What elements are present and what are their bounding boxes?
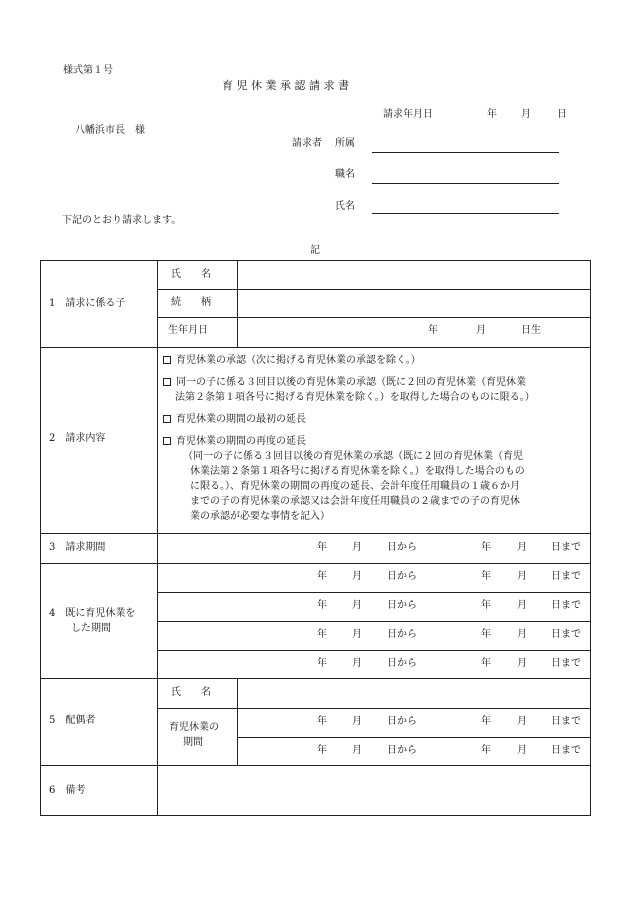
date-unit: 月 <box>352 571 362 582</box>
affiliation-label: 所属 <box>335 138 355 149</box>
note-line: までの子の育児休業の承認又は会計年度任用職員の２歳までの子の育児休 <box>190 496 520 507</box>
table-rule <box>237 737 591 738</box>
request-date-day: 日 <box>557 109 567 120</box>
checkbox[interactable] <box>163 437 171 445</box>
date-unit: 日から <box>387 629 417 640</box>
section-6-label: 6 備考 <box>49 785 86 796</box>
spouse-leave-row[interactable] <box>41 717 591 729</box>
date-unit: 年 <box>317 658 327 669</box>
spouse-leave-label-2: 期間 <box>183 737 203 748</box>
date-unit: 日から <box>387 571 417 582</box>
child-name-label: 氏 名 <box>171 269 211 280</box>
note-line: （同一の子に係る３回目以後の育児休業の承認（既に２回の育児休業（育児 <box>183 451 523 462</box>
table-rule <box>157 650 591 651</box>
date-unit: 日まで <box>551 571 581 582</box>
date-unit: 日まで <box>551 629 581 640</box>
date-unit: 日から <box>387 658 417 669</box>
date-unit: 月 <box>517 542 527 553</box>
date-unit: 月 <box>517 571 527 582</box>
form-title: 育 児 休 業 承 認 請 求 書 <box>222 79 349 92</box>
date-unit: 月 <box>352 629 362 640</box>
date-unit: 年 <box>481 600 491 611</box>
request-period-row[interactable] <box>41 543 591 555</box>
table-rule <box>157 621 591 622</box>
date-unit: 年 <box>481 629 491 640</box>
position-field[interactable] <box>372 183 559 184</box>
child-relation-label: 続 柄 <box>171 297 211 308</box>
date-unit: 年 <box>481 658 491 669</box>
checkbox[interactable] <box>163 378 171 386</box>
date-unit: 年 <box>481 571 491 582</box>
spouse-name-label: 氏 名 <box>171 687 211 698</box>
option-first-extension[interactable]: 育児休業の期間の最初の延長 <box>163 412 306 427</box>
date-unit: 日まで <box>551 600 581 611</box>
section-4-label-2: した期間 <box>71 623 111 634</box>
column-divider <box>157 261 158 816</box>
table-rule <box>41 533 591 534</box>
option-childcare-leave[interactable]: 育児休業の承認（次に掲げる育児休業の承認を除く。） <box>163 353 421 368</box>
date-unit: 月 <box>352 600 362 611</box>
ki-heading: 記 <box>310 245 320 256</box>
position-label: 職名 <box>335 169 355 180</box>
spouse-leave-row[interactable] <box>41 746 591 758</box>
past-leave-row[interactable] <box>41 601 591 613</box>
date-unit: 日まで <box>551 716 581 727</box>
table-rule <box>41 563 591 564</box>
date-unit: 月 <box>352 658 362 669</box>
date-unit: 年 <box>317 600 327 611</box>
date-unit: 年 <box>317 542 327 553</box>
section-4-label-1: 4 既に育児休業を <box>49 608 136 619</box>
date-unit: 月 <box>352 745 362 756</box>
option-third-leave[interactable]: 同一の子に係る３回目以後の育児休業の承認（既に２回の育児休業（育児休業 <box>163 375 526 390</box>
requester-name-label: 氏名 <box>335 201 355 212</box>
date-unit: 日から <box>387 600 417 611</box>
spouse-leave-label-1: 育児休業の <box>169 722 219 733</box>
request-date-month: 月 <box>521 109 531 120</box>
date-unit: 月 <box>352 542 362 553</box>
table-rule <box>157 708 591 709</box>
section-1-label: 1 請求に係る子 <box>49 298 126 309</box>
date-unit: 月 <box>517 658 527 669</box>
note-line: に限る。）、育児休業の期間の再度の延長、会計年度任用職員の１歳６か月 <box>190 481 520 492</box>
date-unit: 年 <box>317 716 327 727</box>
date-unit: 月 <box>517 629 527 640</box>
intro-text: 下記のとおり請求します。 <box>62 215 182 226</box>
note-line: 業の承認が必要な事情を記入） <box>190 511 330 522</box>
date-unit: 月 <box>517 600 527 611</box>
form-number: 様式第１号 <box>63 65 113 76</box>
date-unit: 月 <box>517 745 527 756</box>
birth-year-unit: 年 <box>428 325 438 336</box>
table-rule <box>41 678 591 679</box>
option-third-leave-cont: 法第２条第１項各号に掲げる育児休業を除く。）を取得した場合のものに限る。） <box>175 392 535 403</box>
past-leave-row[interactable] <box>41 630 591 642</box>
birth-day-unit: 日生 <box>521 325 541 336</box>
request-date-year: 年 <box>487 109 497 120</box>
date-unit: 年 <box>481 716 491 727</box>
child-birth-label: 生年月日 <box>168 325 208 336</box>
date-unit: 月 <box>352 716 362 727</box>
date-unit: 日から <box>387 745 417 756</box>
table-rule <box>157 592 591 593</box>
table-rule <box>157 317 591 318</box>
addressee: 八幡浜市長 様 <box>75 125 145 136</box>
section-3-label: 3 請求期間 <box>49 542 106 553</box>
date-unit: 日まで <box>551 658 581 669</box>
sublabel-divider-1 <box>237 261 238 347</box>
section-2-label: 2 請求内容 <box>49 433 106 444</box>
date-unit: 年 <box>317 571 327 582</box>
date-unit: 日まで <box>551 542 581 553</box>
birth-month-unit: 月 <box>476 325 486 336</box>
request-form-table <box>40 260 591 816</box>
date-unit: 日から <box>387 716 417 727</box>
remarks-field[interactable] <box>158 766 591 816</box>
past-leave-row[interactable] <box>41 572 591 584</box>
date-unit: 年 <box>317 629 327 640</box>
note-line: 休業法第２条第１項各号に掲げる育児休業を除く。）を取得した場合のもの <box>190 466 525 477</box>
table-rule <box>157 289 591 290</box>
date-unit: 年 <box>481 745 491 756</box>
past-leave-row[interactable] <box>41 659 591 671</box>
date-unit: 年 <box>481 542 491 553</box>
table-rule <box>41 347 591 348</box>
requester-label: 請求者 <box>292 138 322 149</box>
option-second-extension[interactable]: 育児休業の期間の再度の延長 <box>163 434 306 449</box>
date-unit: 日まで <box>551 745 581 756</box>
requester-name-field[interactable] <box>372 213 559 214</box>
affiliation-field[interactable] <box>372 152 559 153</box>
checkbox[interactable] <box>163 415 171 423</box>
section-5-label: 5 配偶者 <box>49 715 96 726</box>
date-unit: 年 <box>317 745 327 756</box>
request-date-label: 請求年月日 <box>383 109 433 120</box>
checkbox[interactable] <box>163 356 171 364</box>
date-unit: 日から <box>387 542 417 553</box>
date-unit: 月 <box>517 716 527 727</box>
